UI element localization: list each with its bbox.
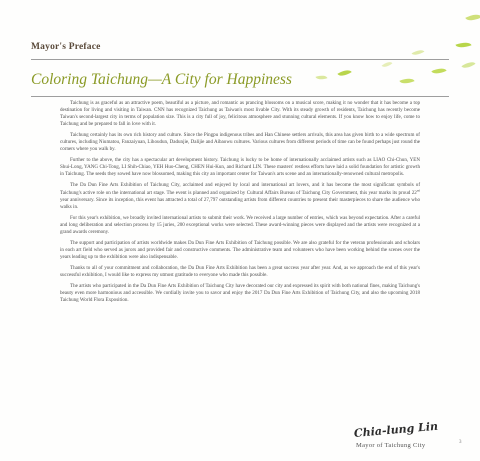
divider-top (31, 59, 449, 60)
paragraph-8: The artists who participated in the Da Dun Fine Arts Exhibition of Taichung City have decorated our city and expressed its spirit with both national fines, making Taichung's beauty even more harmonious and accessible. We cordially invite you to savor and enjoy the 2017 Da Dun Fine Arts Exhibition of Taichung City, and also the upcoming 2018 Taichung World Flora Exposition. (60, 283, 420, 304)
page-title: Coloring Taichung—A City for Happiness (31, 71, 292, 88)
leaf-decoration (431, 65, 446, 76)
paragraph-3: Further to the above, the city has a spectacular art development history. Taichung is lucky to be home of internationally acclaimed artists such as LIAO Chi-Chun, YEN Shui-Long, YANG Chi-Tong, LI Shih-Chiao, YEH Huo-Cheng, CHEN Hui-Kun, and Richard LIN. These masters' restless efforts have laid a solid foundation for artistic growth in Taichung. The seeds they sowed have now blossomed, making this city an important center for Taiwan's arts scene and an internationally-renowned cultural metropolis. (60, 157, 420, 178)
leaf-decoration (315, 73, 327, 81)
paragraph-1: Taichung is as graceful as an attractive poem, beautiful as a picture, and romantic as prancing blossoms on a musical score, making it no wonder that it has become a top destination for living and visiting in Taiwan. CNN has recognized Taichung as Taiwan's most livable City. With its steady growth of residents, Taichung has recently become Taiwan's second-largest city in terms of population size. This is a city full of joy, felicitous atmosphere and stunning cultural elements. If you know how to enjoy life, come to Taichung and be prepared to fall in love with it. (60, 100, 420, 128)
section-heading: Mayor's Preface (31, 42, 101, 52)
leaf-decoration (399, 76, 414, 87)
leaf-decoration (465, 11, 480, 24)
preface-body (60, 100, 420, 308)
leaf-decoration (412, 47, 425, 57)
leaf-decoration (382, 59, 393, 69)
paragraph-2: Taichung certainly has its own rich history and culture. Since the Pingpu indigenous tribes and Han Chinese settlers arrivals, this area has given birth to a wide spectrum of cultures, including Niumatou, Fanzaiyuan, Lihoudun, Dadunjie, Dalijie and Aibaowu cultures. Various cultures from different periods of time can be found perhaps just round the corners where you walk by. (60, 132, 420, 153)
signer-title: Mayor of Taichung City (356, 442, 426, 449)
page-number: 3 (459, 440, 462, 445)
paragraph-4: The Da Dun Fine Arts Exhibition of Taichung City, acclaimed and enjoyed by local and international art lovers, and it has become the most significant symbols of Taichung's active role on the international art stage. The event is planned and organized by Cultural Affairs Bureau of Taichung City Government, this year marks its proud 22nd year anniversary. Since its inception, this event has attracted a total of 27,797 outstanding artists from different countries to present their masterpieces to share the audience who walks in. (60, 182, 420, 210)
leaf-decoration (337, 67, 351, 79)
paragraph-7: Thanks to all of your commitment and collaboration, the Da Dun Fine Arts Exhibition has been a great success year after year. And, as we approach the end of this year's successful exhibition, I would like to express my utmost gratitude to everyone who made this possible. (60, 264, 420, 278)
paragraph-5: For this year's exhibition, we broadly invited international artists to submit their work. We received a large number of entries, which was beyond expectation. After a careful and long deliberation and selection process by 15 juries, 200 exceptional works were selected. These award-winning pieces were displayed and the artists were recognized at a grand awards ceremony. (60, 214, 420, 235)
leaf-decoration (461, 59, 475, 71)
paragraph-6: The support and participation of artists worldwide makes Da Dun Fine Arts Exhibition of Taichung possible. We are also grateful for the veteran professionals and scholars in each art field who served as jurors and provided fair and constructive comments. The administrative team and volunteers who have been working behind the scenes over the years leading up to the exhibition were also indispensable. (60, 239, 420, 260)
leaf-decoration (455, 40, 471, 51)
ordinal-suffix: nd (416, 187, 420, 192)
mayor-signature: Chia-lung Lin (353, 419, 439, 440)
divider-bottom (31, 96, 449, 97)
